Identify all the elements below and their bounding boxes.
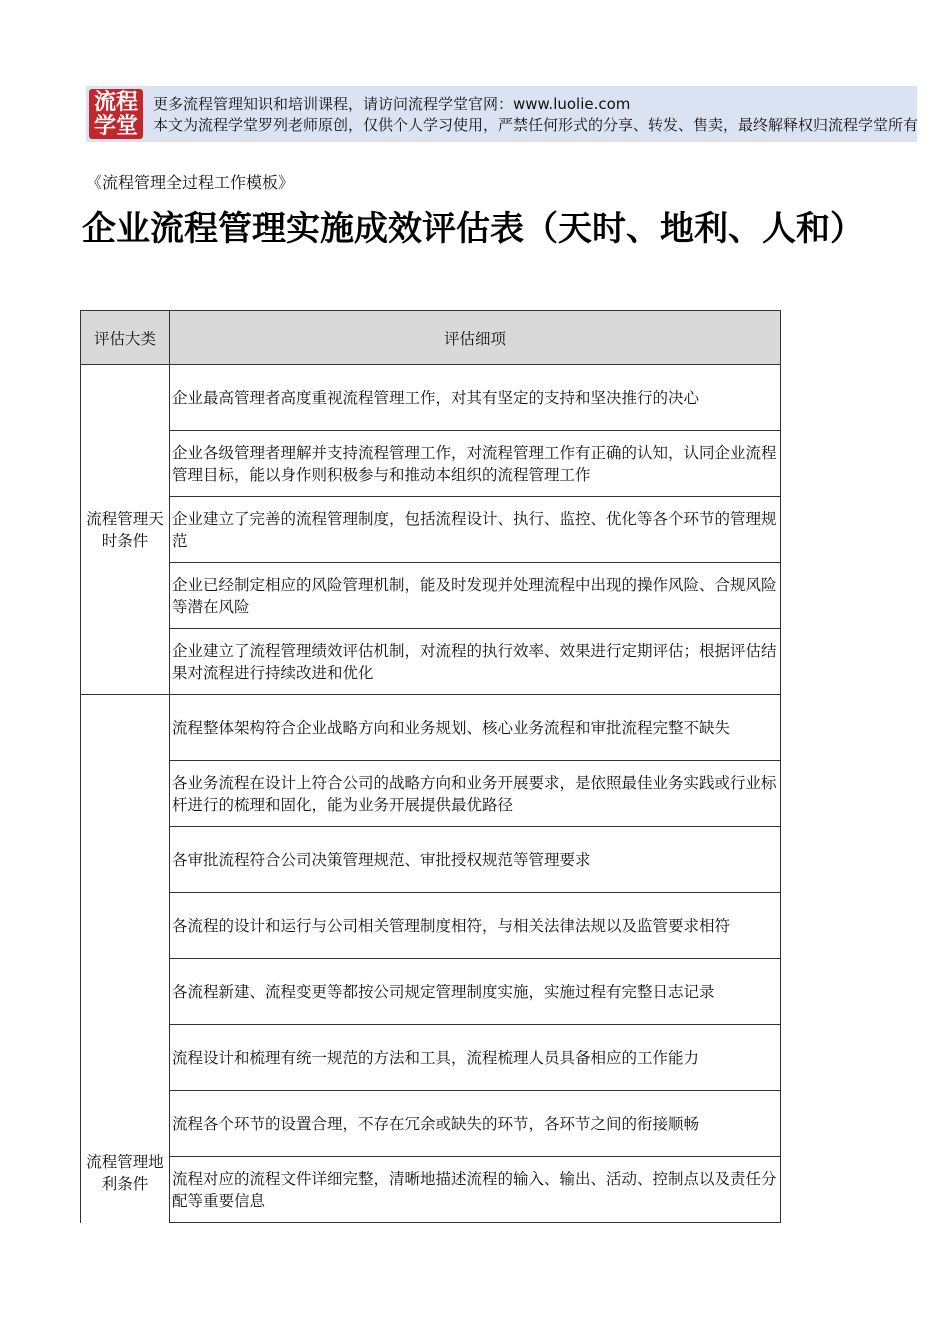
- table-row: [81, 497, 781, 563]
- item-cell: 流程对应的流程文件详细完整，清晰地描述流程的输入、输出、活动、控制点以及责任分配等重要信息: [170, 1157, 781, 1223]
- item-cell: 流程设计和梳理有统一规范的方法和工具，流程梳理人员具备相应的工作能力: [170, 1025, 781, 1091]
- logo: [89, 89, 143, 139]
- table-row: [81, 959, 781, 1025]
- item-cell: 各业务流程在设计上符合公司的战略方向和业务开展要求，是依照最佳业务实践或行业标杆进行的梳理和固化，能为业务开展提供最优路径: [170, 761, 781, 827]
- item-cell: 企业已经制定相应的风险管理机制，能及时发现并处理流程中出现的操作风险、合规风险等潜在风险: [170, 563, 781, 629]
- table-row: [81, 563, 781, 629]
- banner-line2: 本文为流程学堂罗列老师原创，仅供个人学习使用，严禁任何形式的分享、转发、售卖，最终解释权归流程学堂所有: [153, 116, 919, 134]
- item-cell: 各流程新建、流程变更等都按公司规定管理制度实施，实施过程有完整日志记录: [170, 959, 781, 1025]
- header-item: 评估细项: [170, 311, 781, 365]
- banner-line1: 更多流程管理知识和培训课程，请访问流程学堂官网：www.luolie.com: [153, 95, 631, 113]
- table-row: [81, 1157, 781, 1223]
- header-banner: [86, 86, 917, 142]
- table-header-row: [81, 311, 781, 365]
- table-row: [81, 695, 781, 761]
- item-cell: 企业各级管理者理解并支持流程管理工作，对流程管理工作有正确的认知，认同企业流程管理目标，能以身作则积极参与和推动本组织的流程管理工作: [170, 431, 781, 497]
- banner-text: [153, 94, 918, 136]
- item-cell: 企业最高管理者高度重视流程管理工作，对其有坚定的支持和坚决推行的决心: [170, 365, 781, 431]
- item-cell: 企业建立了流程管理绩效评估机制，对流程的执行效率、效果进行定期评估；根据评估结果对流程进行持续改进和优化: [170, 629, 781, 695]
- table-row: [81, 761, 781, 827]
- table-row: [81, 431, 781, 497]
- table-row: [81, 365, 781, 431]
- table-row: [81, 1091, 781, 1157]
- title-area: [82, 200, 864, 260]
- table-row: [81, 629, 781, 695]
- category-cell: 流程管理天时条件: [81, 365, 170, 695]
- item-cell: 各流程的设计和运行与公司相关管理制度相符，与相关法律法规以及监管要求相符: [170, 893, 781, 959]
- table-row: [81, 827, 781, 893]
- evaluation-table: [80, 310, 781, 1223]
- doc-title: 企业流程管理实施成效评估表（天时、地利、人和）: [82, 209, 864, 249]
- logo-line2: 学堂: [93, 113, 138, 139]
- logo-line1: 流程: [93, 89, 138, 115]
- item-cell: 企业建立了完善的流程管理制度，包括流程设计、执行、监控、优化等各个环节的管理规范: [170, 497, 781, 563]
- table-row: [81, 893, 781, 959]
- header-category: 评估大类: [81, 311, 170, 365]
- item-cell: 各审批流程符合公司决策管理规范、审批授权规范等管理要求: [170, 827, 781, 893]
- item-cell: 流程整体架构符合企业战略方向和业务规划、核心业务流程和审批流程完整不缺失: [170, 695, 781, 761]
- item-cell: 流程各个环节的设置合理，不存在冗余或缺失的环节，各环节之间的衔接顺畅: [170, 1091, 781, 1157]
- table-row: [81, 1025, 781, 1091]
- category-cell: 流程管理地利条件: [81, 695, 170, 1223]
- doc-subtitle: 《流程管理全过程工作模板》: [86, 173, 295, 192]
